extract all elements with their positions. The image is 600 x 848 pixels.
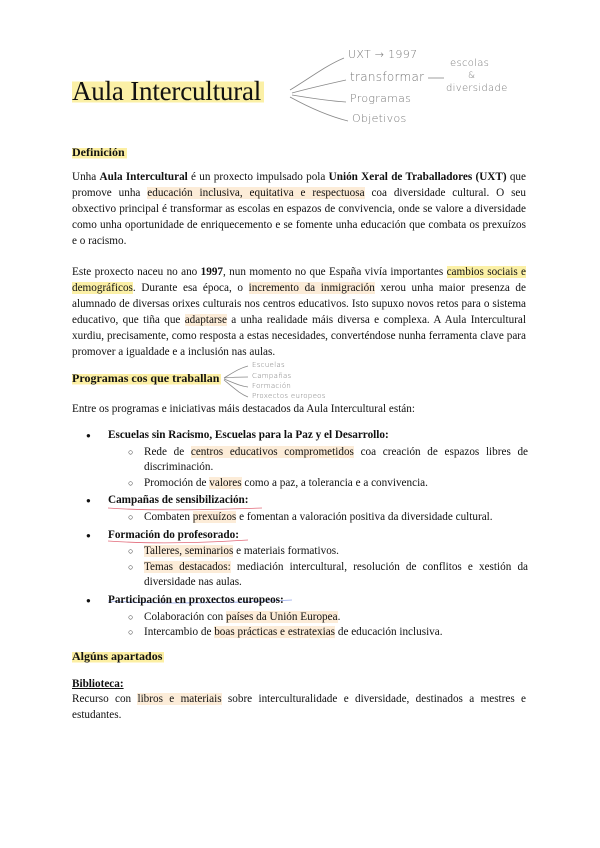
- sketch-branch-2: transformar: [350, 70, 425, 84]
- highlighted-text: educación inclusiva, equitativa e respectuosa: [147, 187, 365, 199]
- programs-intro: Entre os programas e iniciativas máis destacados da Aula Intercultural están:: [72, 403, 415, 415]
- highlighted-text: prexuízos: [192, 510, 237, 523]
- sketch-branch-4: Objetivos: [352, 112, 407, 125]
- list-item: [72, 593, 528, 641]
- sub-list-item: ○ Promoción de valores como a paz, a tolerancia e a convivencia.: [108, 476, 528, 492]
- highlighted-text: valores: [209, 476, 242, 489]
- sketch-branch-1: UXT → 1997: [348, 48, 418, 61]
- sub-list-item: ○ Rede de centros educativos comprometidos coa creación de espazos libres de discriminación.: [108, 445, 528, 476]
- sub-list-item: ○ Colaboración con países da Unión Europea.: [108, 610, 528, 626]
- branch-line-3: [292, 95, 346, 102]
- sub-list: [108, 445, 528, 492]
- definition-paragraph-2: Este proxecto naceu no ano 1997, nun momento no que España vivía importantes cambios sociais e demográficos. Durante esa época, o incremento da inmigración xerou unha maior presenza de alumnado de diversas orixes culturais nos centros educativos. Isto supuxo novos retos para o sistema educativo, que tiña que adaptarse a unha realidade máis diversa e complexa. A Aula Intercultural xurdiu, precisamente, como resposta a estas necesidades, converténdose nunha ferramenta clave para promover a igualdade e a inclusión nas aulas.: [72, 266, 527, 358]
- programs-list: [72, 428, 528, 643]
- branch-line-1: [290, 58, 344, 90]
- highlighted-text: incremento da inmigración: [248, 282, 375, 294]
- library-text: Recurso con libros e materiais sobre interculturalidade e diversidade, destinados a mestres e estudantes.: [72, 693, 526, 721]
- bold-text: Aula Intercultural: [99, 171, 188, 183]
- sketch-side-note-3: diversidade: [446, 83, 508, 94]
- definition-paragraph-1: Unha Aula Intercultural é un proxecto impulsado pola Unión Xeral de Traballadores (UXT) que promove unha educación inclusiva, equitativa e respectuosa coa diversidade cultural. O seu obxectivo principal é transformar as escolas en espazos de convivencia, onde se valore a diversidade como unha oportunidade de enriquecemento e se fomente unha educación que combata os prexuízos e o racismo.: [72, 171, 526, 247]
- program-note-1: Escuelas: [252, 361, 285, 369]
- highlighted-text: Temas destacados:: [144, 560, 231, 573]
- program-note-3: Formación: [252, 382, 292, 390]
- page-title: Aula Intercultural: [72, 76, 264, 107]
- bold-text: 1997: [200, 266, 224, 278]
- program-brace-4: [224, 380, 248, 397]
- highlighted-text: boas prácticas e estratexias: [214, 626, 336, 639]
- definition-heading: Definición: [72, 145, 125, 159]
- sub-list-item: ○ Intercambio de boas prácticas e estratexias de educación inclusiva.: [108, 625, 528, 641]
- bold-text: Unión Xeral de Traballadores (UXT): [328, 171, 507, 183]
- list-item: [72, 528, 528, 591]
- sub-list: [108, 544, 528, 591]
- sub-list: [108, 610, 528, 641]
- highlighted-text: centros educativos comprometidos: [190, 445, 354, 458]
- list-item: [72, 428, 528, 491]
- sub-list-item: ○ Temas destacados: mediación intercultural, resolución de conflitos e xestión da diversidade nas aulas.: [108, 560, 528, 591]
- library-label: Biblioteca:: [72, 678, 124, 690]
- list-item: [72, 493, 528, 525]
- program-note-4: Proxectos europeos: [252, 392, 326, 400]
- highlighted-text: Talleres, seminarios: [144, 545, 234, 558]
- program-title: Escuelas sin Racismo, Escuelas para la Paz y el Desarrollo:: [108, 429, 389, 441]
- sketch-side-note-1: escolas: [450, 58, 490, 69]
- sketch-branch-3: Programas: [350, 92, 412, 105]
- program-brace-1: [224, 366, 248, 378]
- sketch-side-note-2: &: [468, 71, 476, 81]
- branch-line-4: [290, 97, 348, 121]
- program-title: Formación do profesorado:: [108, 528, 239, 541]
- program-brace-3: [224, 379, 248, 387]
- program-title: Campañas de sensibilización:: [108, 494, 249, 507]
- highlighted-text: libros e materiais: [137, 693, 222, 705]
- programs-heading: Programas cos que traballan: [72, 371, 220, 385]
- program-brace-2: [224, 377, 248, 378]
- program-title: Participación en proxectos europeos:: [108, 593, 284, 606]
- program-note-2: Campañas: [252, 372, 292, 380]
- sub-list-item: ○ Combaten prexuízos e fomentan a valoración positiva da diversidade cultural.: [108, 510, 528, 526]
- branch-line-2: [292, 80, 346, 93]
- sub-list-item: ○ Talleres, seminarios e materiais formativos.: [108, 544, 528, 560]
- highlighted-text: adaptarse: [184, 314, 227, 326]
- sections-heading: Algúns apartados: [72, 649, 163, 663]
- sub-list: [108, 510, 528, 526]
- highlighted-text: cambios sociais e demográficos: [72, 266, 527, 294]
- highlighted-text: países da Unión Europea: [226, 610, 338, 623]
